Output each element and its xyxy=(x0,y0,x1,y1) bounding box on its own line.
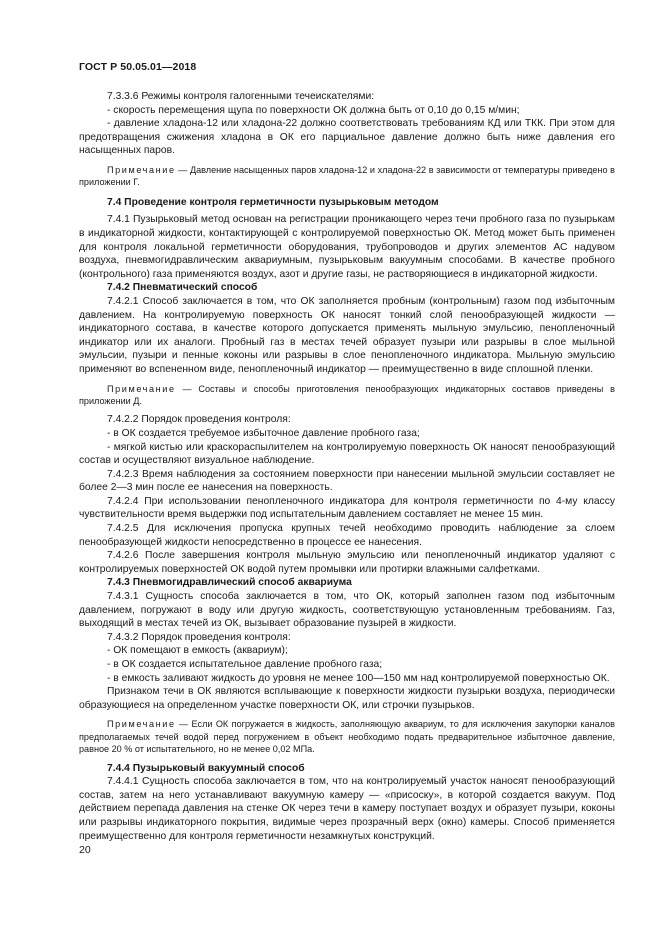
section-heading-7-4-4: 7.4.4 Пузырьковый вакуумный способ xyxy=(107,762,305,774)
list-item: - в ОК создается требуемое избыточное давление пробного газа; xyxy=(107,427,420,439)
paragraph-7-4-2-5: 7.4.2.5 Для исключения пропуска крупных течей необходимо проводить наблюдение за слоем пенообразующей жидкости непосредственно в процессе ее нанесения. xyxy=(79,523,615,548)
note-label: Примечание xyxy=(107,164,176,175)
paragraph-7-4-2-2: 7.4.2.2 Порядок проведения контроля: xyxy=(107,414,291,426)
paragraph-7-4-3-1: 7.4.3.1 Сущность способа заключается в том, что ОК, который заполнен газом под избыточным давлением, погружают в воду или другую жидкость, соответствующую установленным требованиям. Газ, выходящий в местах течей из ОК, вызывает образование пузырей в жидкости. xyxy=(79,591,615,630)
note xyxy=(79,383,615,408)
paragraph-7-4-2-4: 7.4.2.4 При использовании пенопленочного индикатора для контроля герметичности по 4-му классу чувствительности время выдержки под испытательным давлением составляет не менее 15 мин. xyxy=(79,495,615,521)
note-text: — Если ОК погружается в жидкость, заполняющую аквариум, то для исключения закупорки каналов предполагаемых течей водой перед погружением в объект необходимо подать предварительное избыточное давление, равное 20 % от испытательного, но не менее 0,02 МПа. xyxy=(79,719,615,755)
list-item: - ОК помещают в емкость (аквариум); xyxy=(107,645,288,657)
paragraph-7-3-3-6: 7.3.3.6 Режимы контроля галогенными течеискателями: xyxy=(107,91,375,102)
page-body xyxy=(79,90,615,843)
section-heading-7-4: 7.4 Проведение контроля герметичности пузырьковым методом xyxy=(107,196,439,208)
paragraph-7-4-4-1: 7.4.4.1 Сущность способа заключается в том, что на контролируемый участок наносят пенообразующий состав, затем на него устанавливают вакуумную камеру — «присоску», в которой создается вакуум. Под действием перепада давления на стенке ОК через течи в камеру поступает воздух и образует пузыри, коконы или разрывы индикаторного покрытия, видимые через прозрачный верх (окно) камеры. Способ применяется преимущественно для контроля герметичности незамкнутых конструкций. xyxy=(79,776,615,842)
list-item: - мягкой кистью или краскораспылителем на контролируемую поверхность ОК наносят пенообразующий состав и осуществляют визуальное наблюдение. xyxy=(79,441,615,467)
paragraph-7-4-3-2: 7.4.3.2 Порядок проведения контроля: xyxy=(107,631,291,643)
paragraph-leak-sign: Признаком течи в ОК являются всплывающие к поверхности жидкости пузырьки воздуха, периодически образующиеся на определенном участке поверхности ОК, или строчки пузырьков. xyxy=(79,686,615,711)
paragraph-7-4-2-3: 7.4.2.3 Время наблюдения за состоянием поверхности при нанесении мыльной эмульсии составляет не более 2—3 мин после ее нанесения на поверхность. xyxy=(79,468,615,494)
note xyxy=(79,164,615,189)
list-item: - давление хладона-12 или хладона-22 должно соответствовать требованиям КД или ТКК. При этом для предотвращения сжижения хладона в ОК его парциальное давление должно быть ниже давления его насыщенных паров. xyxy=(79,118,615,157)
note-text: — Составы и способы приготовления пенообразующих индикаторных составов приведены в приложении Д. xyxy=(79,383,615,406)
paragraph-7-4-1: 7.4.1 Пузырьковый метод основан на регистрации проникающего через течи пробного газа по пузырькам в индикаторной жидкости, контактирующей с контролируемой поверхностью ОК. Метод может быть применен для контроля локальной герметичности оборудования, трубопроводов и других элементов АС надувом воздуха, пневмогидравлическим аквариумным, пузырьковым вакуумным способами. В качестве пробного (контрольного) газа применяются воздух, азот и другие газы, не растворяющиеся в индикаторной жидкости. xyxy=(79,214,615,280)
section-heading-7-4-3: 7.4.3 Пневмогидравлический способ аквариума xyxy=(107,577,352,589)
page-number: 20 xyxy=(79,844,91,856)
paragraph-7-4-2-1: 7.4.2.1 Способ заключается в том, что ОК заполняется пробным (контрольным) газом под избыточным давлением. На контролируемую поверхность ОК наносят тонкий слой пенообразующей жидкости — индикаторного состава, в качестве которого допускается применять мыльную эмульсию, пенопленочный индикатор или их аналоги. Пробный газ в местах течей образует пузыри или разрывы в слое мыльной эмульсии, пузыри и пенные коконы или разрывы в слое пенопленочного индикатора. Мыльную эмульсию применяют во вспененном виде, пенопленочный индикатор — преимущественно в виде сплошной пленки. xyxy=(79,295,615,375)
note-text: — Давление насыщенных паров хладона-12 и хладона-22 в зависимости от температуры приведено в приложении Г. xyxy=(79,164,615,188)
list-item: - скорость перемещения щупа по поверхности ОК должна быть от 0,10 до 0,15 м/мин; xyxy=(107,104,520,116)
note-label: Примечание xyxy=(107,383,176,394)
list-item: - в емкость заливают жидкость до уровня не менее 100—150 мм над контролируемой поверхностью ОК. xyxy=(107,672,610,684)
standard-header: ГОСТ Р 50.05.01—2018 xyxy=(79,61,197,73)
paragraph-7-4-2-6: 7.4.2.6 После завершения контроля мыльную эмульсию или пенопленочный индикатор удаляют с контролируемых поверхностей ОК водой путем промывки или протирки влажными салфетками. xyxy=(79,550,615,575)
section-heading-7-4-2: 7.4.2 Пневматический способ xyxy=(107,282,258,294)
note xyxy=(79,718,615,755)
note-label: Примечание xyxy=(107,719,176,730)
list-item: - в ОК создается испытательное давление пробного газа; xyxy=(107,659,383,670)
